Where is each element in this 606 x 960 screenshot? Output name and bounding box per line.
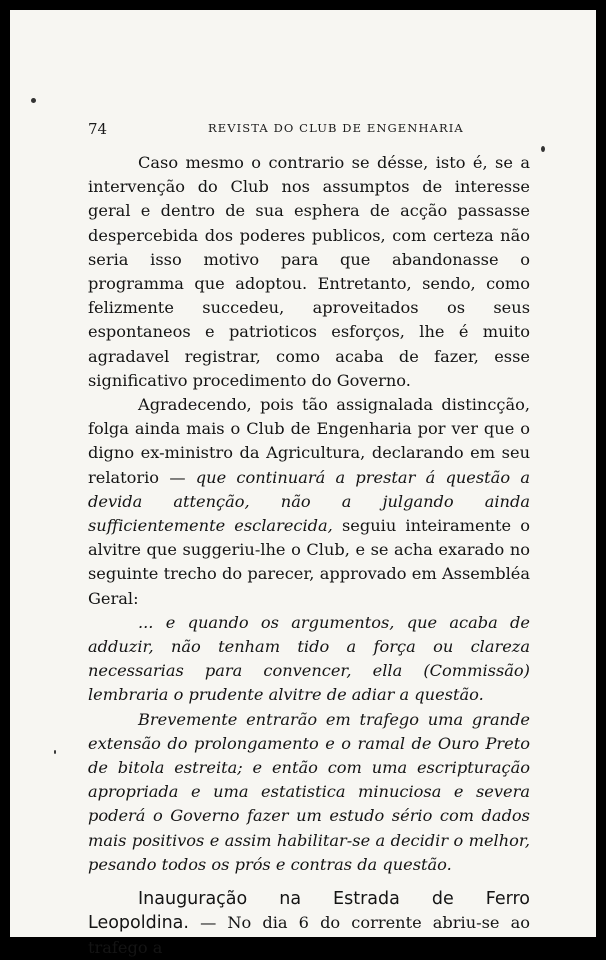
running-title: REVISTA DO CLUB DE ENGENHARIA [208, 121, 464, 135]
ink-speck [54, 750, 56, 754]
quoted-paragraph: ... e quando os argumentos, que acaba de adduzir, não tenham tido a força ou clareza necessarias para convencer, ella (Commissão) lembraria o prudente alvitre de adiar a questão. [88, 612, 530, 705]
paragraph-text: seguiu inteiramente o alvitre que suggeriu-lhe o Club, e se acha exarado no seguinte trecho do parecer, approvado em Assembléa Geral: [88, 516, 530, 608]
ink-speck [541, 146, 545, 152]
quoted-paragraph: Brevemente entrarão em trafego uma grande extensão do prolongamento e o ramal de Ouro Preto de bitola estreita; e então com uma escripturação apropriada e uma estatistica minuciosa e severa poderá o Governo fazer um estudo sério com dados mais positivos e assim habilitar-se a decidir o melhor, pesando todos os prós e contras da questão. [88, 709, 530, 874]
paragraph: Caso mesmo o contrario se désse, isto é, se a intervenção do Club nos assumptos de interesse geral e dentro de sua esphera de acção passasse despercebida dos poderes publicos, com certeza não seria isso motivo para que abandonasse o programma que adoptou. Entretanto, sendo, como felizmente succedeu, aproveitados os seus espontaneos e patrioticos esforços, lhe é muito agradavel registrar, como acaba de fazer, esse significativo procedimento do Governo. [88, 153, 530, 390]
paragraph [88, 393, 530, 611]
paragraph-text: — No dia 6 do corrente abriu-se ao trafego a [88, 913, 530, 957]
section-paragraph [88, 887, 530, 960]
paragraph-text: Agradecendo, pois tão assignalada distincção, folga ainda mais o Club de Engenharia por ver que o digno ex-ministro da Agricultura, declarando em seu relatorio — [88, 395, 530, 487]
section-heading: Inauguração na Estrada de Ferro Leopoldina. [88, 889, 530, 934]
italic-citation: que continuará a prestar á questão a devida attenção, não a julgando ainda sufficientemente esclarecida, [88, 467, 530, 536]
page-number: 74 [88, 120, 108, 138]
running-header [88, 118, 540, 138]
scanned-page [10, 10, 596, 957]
article-body [88, 151, 530, 960]
ink-speck [31, 98, 36, 103]
